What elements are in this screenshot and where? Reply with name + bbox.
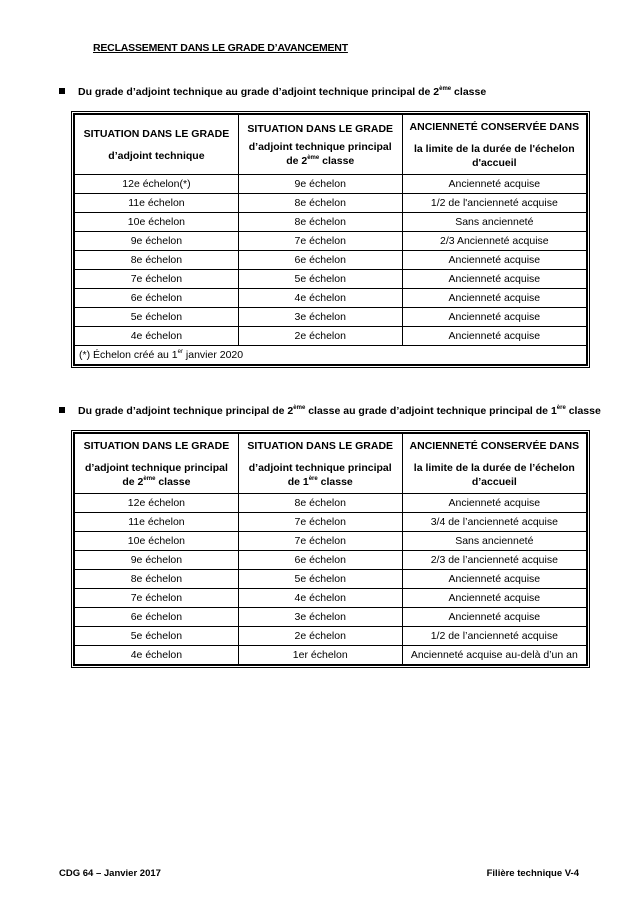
table-row [75,646,587,665]
current-echelon-cell: 12e échelon(*) [75,175,239,194]
header-col1: SITUATION DANS LE GRADE d’adjoint technique [75,115,239,175]
new-echelon-cell: 3e échelon [238,608,402,627]
seniority-cell: Ancienneté acquise [402,289,586,308]
new-echelon-cell: 5e échelon [238,570,402,589]
seniority-cell: Sans ancienneté [402,532,586,551]
new-echelon-cell: 8e échelon [238,494,402,513]
table-row [75,194,587,213]
current-echelon-cell: 11e échelon [75,194,239,213]
current-echelon-cell: 4e échelon [75,646,239,665]
seniority-cell: Ancienneté acquise [402,570,586,589]
table-row [75,551,587,570]
seniority-cell: Ancienneté acquise [402,270,586,289]
current-echelon-cell: 10e échelon [75,213,239,232]
header-col3: ANCIENNETÉ CONSERVÉE DANS la limite de la durée de l'échelon d'accueil [402,115,586,175]
table-row [75,589,587,608]
table-footnote: (*) Échelon créé au 1er janvier 2020 [75,346,587,365]
seniority-cell: Ancienneté acquise [402,308,586,327]
section2-heading: Du grade d’adjoint technique principal de 2ème classe au grade d’adjoint technique principal de 1ère classe [59,405,601,417]
header-col2: SITUATION DANS LE GRADE d’adjoint technique principal de 1ère classe [238,434,402,494]
current-echelon-cell: 4e échelon [75,327,239,346]
new-echelon-cell: 7e échelon [238,232,402,251]
table-row [75,308,587,327]
new-echelon-cell: 9e échelon [238,175,402,194]
current-echelon-cell: 9e échelon [75,551,239,570]
new-echelon-cell: 8e échelon [238,213,402,232]
seniority-cell: Ancienneté acquise au-delà d’un an [402,646,586,665]
table-row [75,270,587,289]
table-row [75,289,587,308]
seniority-cell: 1/2 de l'ancienneté acquise [402,194,586,213]
seniority-cell: Ancienneté acquise [402,589,586,608]
new-echelon-cell: 4e échelon [238,589,402,608]
seniority-cell: Ancienneté acquise [402,494,586,513]
table-row [75,513,587,532]
seniority-cell: 1/2 de l’ancienneté acquise [402,627,586,646]
current-echelon-cell: 5e échelon [75,308,239,327]
header-col1: SITUATION DANS LE GRADE d’adjoint technique principal de 2ème classe [75,434,239,494]
footer-left: CDG 64 – Janvier 2017 [59,868,161,879]
table-row [75,175,587,194]
table-row [75,532,587,551]
table-row [75,608,587,627]
current-echelon-cell: 9e échelon [75,232,239,251]
table-row [75,232,587,251]
table-reclassement-2 [71,430,590,668]
header-col3: ANCIENNETÉ CONSERVÉE DANS la limite de la durée de l’échelon d’accueil [402,434,586,494]
current-echelon-cell: 6e échelon [75,608,239,627]
current-echelon-cell: 5e échelon [75,627,239,646]
current-echelon-cell: 7e échelon [75,270,239,289]
bullet-icon [59,88,65,94]
seniority-cell: Ancienneté acquise [402,175,586,194]
seniority-cell: 2/3 Ancienneté acquise [402,232,586,251]
new-echelon-cell: 6e échelon [238,251,402,270]
current-echelon-cell: 7e échelon [75,589,239,608]
header-col2: SITUATION DANS LE GRADE d’adjoint technique principal de 2ème classe [238,115,402,175]
page-title: RECLASSEMENT DANS LE GRADE D’AVANCEMENT [93,42,348,54]
new-echelon-cell: 4e échelon [238,289,402,308]
new-echelon-cell: 7e échelon [238,532,402,551]
current-echelon-cell: 8e échelon [75,251,239,270]
current-echelon-cell: 11e échelon [75,513,239,532]
table-row [75,627,587,646]
new-echelon-cell: 2e échelon [238,327,402,346]
current-echelon-cell: 10e échelon [75,532,239,551]
current-echelon-cell: 6e échelon [75,289,239,308]
table-row [75,251,587,270]
table-reclassement-1 [71,111,590,368]
table-row [75,327,587,346]
new-echelon-cell: 8e échelon [238,194,402,213]
new-echelon-cell: 2e échelon [238,627,402,646]
table-row [75,213,587,232]
seniority-cell: Ancienneté acquise [402,251,586,270]
table-row [75,570,587,589]
current-echelon-cell: 12e échelon [75,494,239,513]
current-echelon-cell: 8e échelon [75,570,239,589]
section1-heading: Du grade d’adjoint technique au grade d’adjoint technique principal de 2ème classe [59,86,486,98]
seniority-cell: 3/4 de l’ancienneté acquise [402,513,586,532]
seniority-cell: Ancienneté acquise [402,608,586,627]
seniority-cell: Sans ancienneté [402,213,586,232]
new-echelon-cell: 1er échelon [238,646,402,665]
new-echelon-cell: 7e échelon [238,513,402,532]
table-row [75,494,587,513]
new-echelon-cell: 6e échelon [238,551,402,570]
footer-right: Filière technique V-4 [486,868,579,879]
seniority-cell: 2/3 de l’ancienneté acquise [402,551,586,570]
seniority-cell: Ancienneté acquise [402,327,586,346]
bullet-icon [59,407,65,413]
new-echelon-cell: 5e échelon [238,270,402,289]
new-echelon-cell: 3e échelon [238,308,402,327]
